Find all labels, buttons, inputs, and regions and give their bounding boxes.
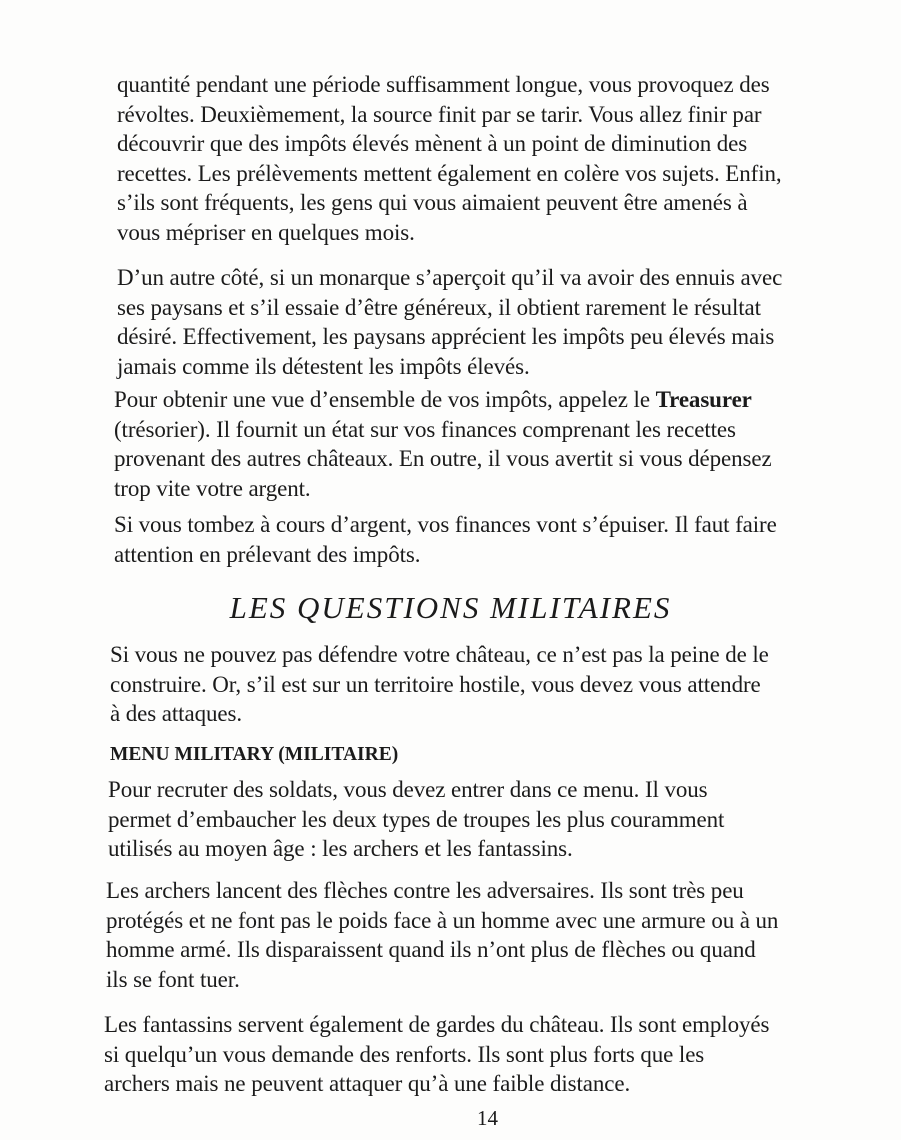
text-line: à des attaques. — [110, 701, 242, 726]
text-line: jamais comme ils détestent les impôts élevés. — [117, 353, 530, 379]
paragraph-infantry — [104, 1010, 889, 1099]
text-line: homme armé. Ils disparaissent quand ils n’ont plus de flèches ou quand — [106, 937, 756, 962]
text-line — [114, 385, 886, 415]
text-line: révoltes. Deuxièmement, la source finit par se tarir. Vous allez finir par — [117, 101, 762, 127]
text-line: ses paysans et s’il essaie d’être généreux, il obtient rarement le résultat — [117, 294, 761, 320]
text-line: (trésorier). Il fournit un état sur vos finances comprenant les recettes — [114, 416, 736, 442]
paragraph-money-warning — [114, 510, 886, 569]
paragraph-taxes-consequences — [117, 70, 889, 247]
paragraph-defense-intro — [110, 640, 885, 729]
text-line: Pour recruter des soldats, vous devez entrer dans ce menu. Il vous — [108, 777, 708, 802]
subheading-military-menu: MENU MILITARY (MILITAIRE) — [110, 744, 399, 765]
text-line: utilisés au moyen âge : les archers et les fantassins. — [108, 836, 573, 861]
text-line: recettes. Les prélèvements mettent également en colère vos sujets. Enfin, — [117, 160, 782, 186]
text-line: archers mais ne peuvent attaquer qu’à une faible distance. — [104, 1071, 631, 1096]
text-line: découvrir que des impôts élevés mènent à un point de diminution des — [117, 131, 748, 156]
text-line: ils se font tuer. — [106, 966, 240, 992]
paragraph-recruit-soldiers — [108, 775, 888, 864]
text-line: si quelqu’un vous demande des renforts. Ils sont plus forts que les — [104, 1041, 705, 1067]
section-heading: LES QUESTIONS MILITAIRES — [229, 590, 672, 625]
text-line: permet d’embaucher les deux types de troupes les plus couramment — [108, 806, 725, 832]
text-line: quantité pendant une période suffisamment longue, vous provoquez des — [117, 72, 770, 97]
text-line: Les fantassins servent également de gardes du château. Ils sont employés — [104, 1012, 770, 1037]
text-segment: Pour obtenir une vue d’ensemble de vos impôts, appelez le — [114, 387, 656, 412]
text-line: s’ils sont fréquents, les gens qui vous aimaient peuvent être amenés à — [117, 190, 748, 215]
text-line: trop vite votre argent. — [114, 475, 311, 501]
text-line: vous mépriser en quelques mois. — [117, 219, 415, 245]
text-line: Si vous tombez à cours d’argent, vos finances vont s’épuiser. Il faut faire — [114, 512, 777, 537]
text-line: désiré. Effectivement, les paysans apprécient les impôts peu élevés mais — [117, 324, 775, 349]
text-line: Les archers lancent des flèches contre les adversaires. Ils sont très peu — [106, 878, 744, 903]
text-line: D’un autre côté, si un monarque s’aperçoit qu’il va avoir des ennuis avec — [117, 265, 783, 290]
text-line: attention en prélevant des impôts. — [114, 541, 421, 567]
text-line: provenant des autres châteaux. En outre, il vous avertit si vous dépensez — [114, 446, 772, 471]
text-line: Si vous ne pouvez pas défendre votre château, ce n’est pas la peine de le — [110, 642, 769, 667]
page-number: 14 — [477, 1106, 498, 1130]
paragraph-archers — [106, 876, 886, 994]
text-line: protégés et ne font pas le poids face à un homme avec une armure ou à un — [106, 907, 779, 933]
text-line: construire. Or, s’il est sur un territoire hostile, vous devez vous attendre — [110, 671, 761, 697]
treasurer-term: Treasurer — [655, 387, 752, 412]
paragraph-treasurer — [114, 385, 886, 503]
paragraph-generous-monarch — [117, 263, 889, 381]
